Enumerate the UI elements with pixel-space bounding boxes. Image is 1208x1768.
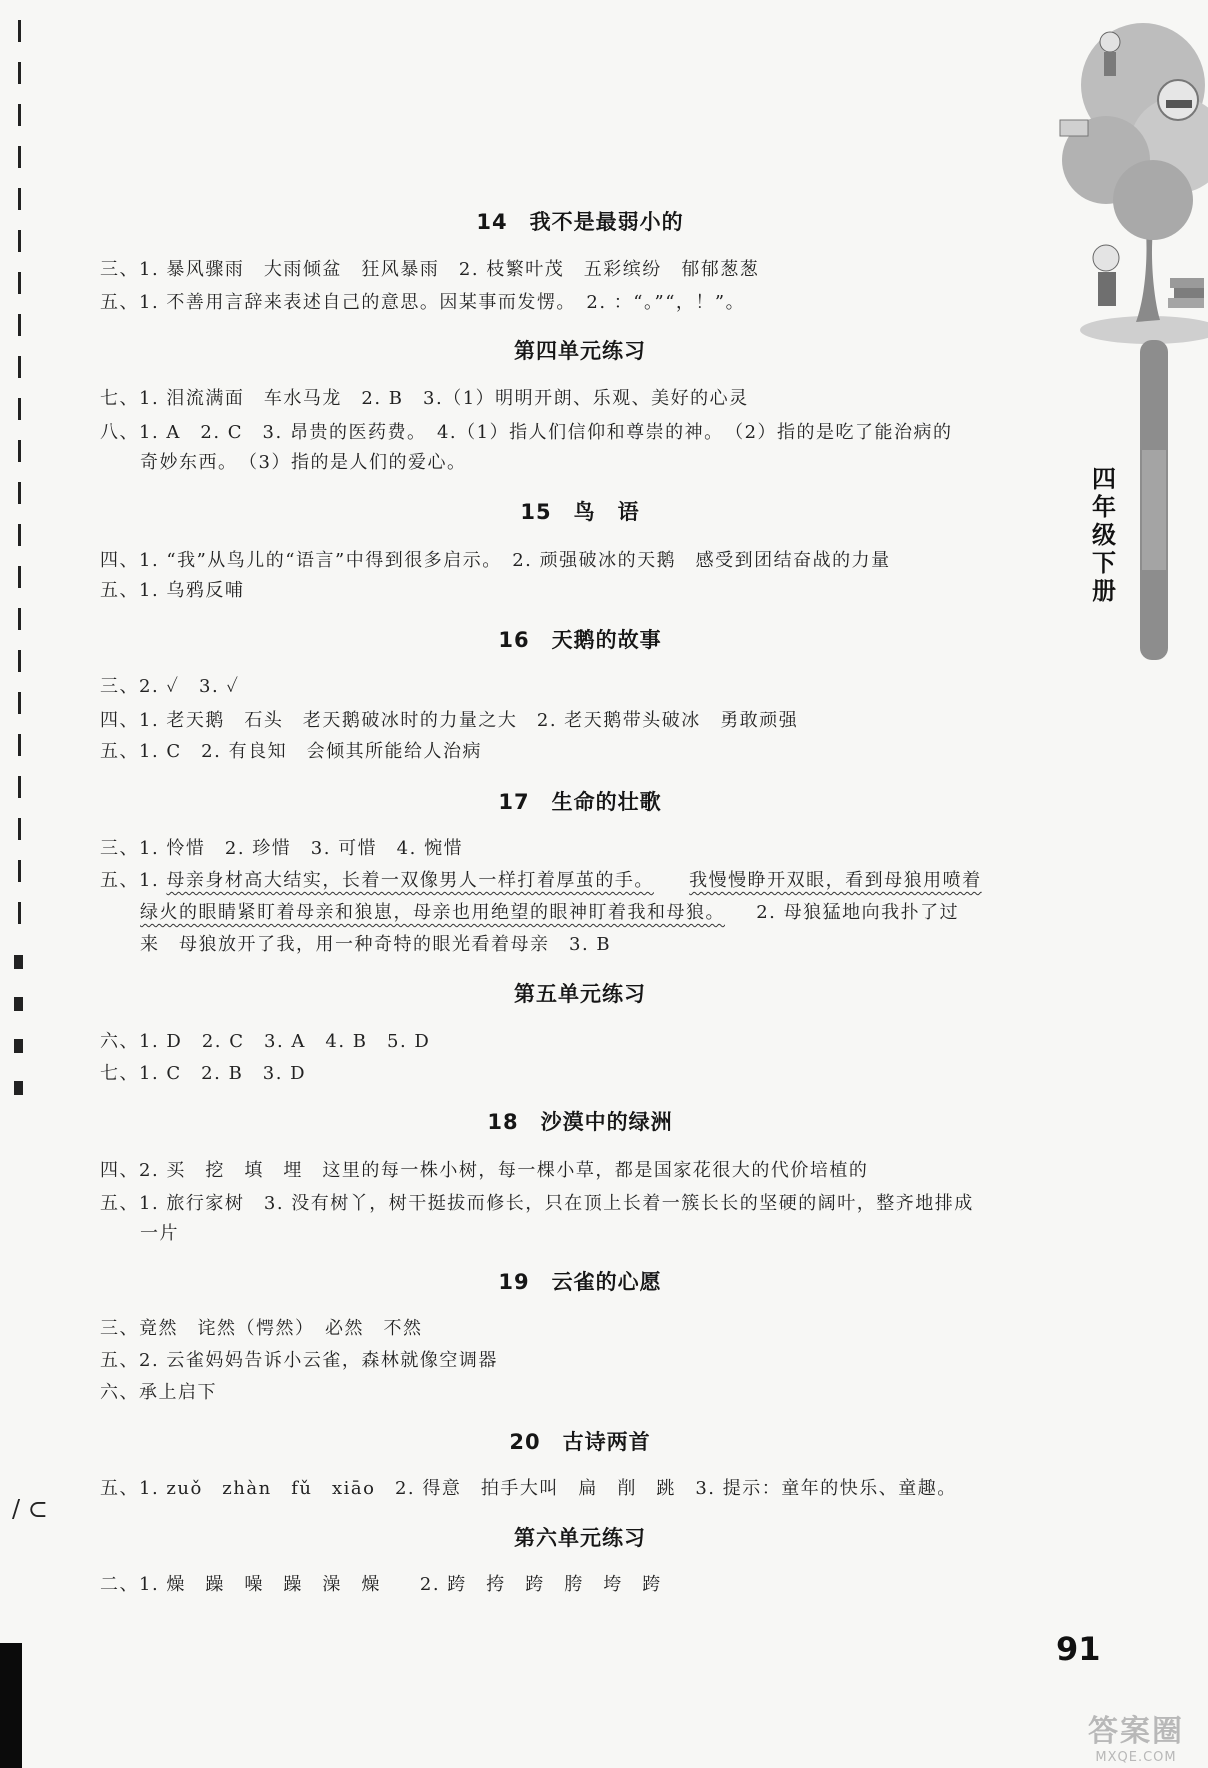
watermark-logo-text: 答案圈 [1088,1714,1184,1749]
answer-line: 三、竟然 诧然（愕然） 必然 不然 [100,1318,423,1339]
answer-line [140,898,959,924]
margin-mark: / ⊂ [12,1495,48,1523]
tree-illustration [1058,0,1208,680]
answer-line: 四、1. 老天鹅 石头 老天鹅破冰时的力量之大 2. 老天鹅带头破冰 勇敢顽强 [100,710,799,731]
heading-unit-4-practice: 第四单元练习 [514,339,646,363]
answer-line: 五、1. 乌鸦反哺 [100,580,245,601]
underlined-sentence: 母亲身材高大结实，长着一双像男人一样打着厚茧的手。 [166,870,654,891]
answer-line: 四、2. 买 挖 填 埋 这里的每一株小树，每一棵小草，都是国家花很大的代价培植的 [100,1160,869,1181]
heading-lesson-16: 16 天鹅的故事 [498,628,662,652]
answer-line: 四、1. “我”从鸟儿的“语言”中得到很多启示。 2. 顽强破冰的天鹅 感受到团结奋战的力量 [100,550,891,571]
heading-lesson-19: 19 云雀的心愿 [498,1270,662,1294]
answer-line: 六、承上启下 [100,1382,217,1403]
page-edge-shadow [0,1643,22,1768]
answer-line: 八、1. A 2. C 3. 昂贵的医药费。 4.（1）指人们信仰和尊崇的神。 （2）指的是吃了能治病的 [100,422,953,443]
answer-line: 二、1. 燥 躁 噪 躁 澡 燥 2. 跨 挎 跨 胯 垮 跨 [100,1574,662,1595]
heading-unit-5-practice: 第五单元练习 [514,982,646,1006]
heading-lesson-17: 17 生命的壮歌 [498,790,662,814]
heading-unit-6-practice: 第六单元练习 [514,1526,646,1550]
answer-line: 七、1. 泪流满面 车水马龙 2. B 3.（1）明明开朗、乐观、美好的心灵 [100,388,749,409]
answer-line: 六、1. D 2. C 3. A 4. B 5. D [100,1031,431,1052]
underlined-sentence: 绿火的眼睛紧盯着母亲和狼崽，母亲也用绝望的眼神盯着我和母狼。 [140,902,725,923]
answer-line: 奇妙东西。 （3）指的是人们的爱心。 [140,452,467,473]
heading-lesson-20: 20 古诗两首 [509,1430,651,1454]
heading-lesson-18: 18 沙漠中的绿洲 [487,1110,673,1134]
answer-line: 七、1. C 2. B 3. D [100,1063,307,1084]
watermark [1064,1706,1208,1765]
answer-line: 五、1. C 2. 有良知 会倾其所能给人治病 [100,741,483,762]
binding-marks [14,0,24,1500]
answer-line [100,866,982,892]
answer-line: 三、2. ✓ 3. ✓ [100,676,240,697]
answer-line: 五、1. zuǒ zhàn fǔ xiāo 2. 得意 拍手大叫 扁 削 跳 3. 提示：童年的快乐、童趣。 [100,1478,957,1499]
watermark-url: MXQE.COM [1095,1750,1177,1765]
answer-line: 五、1. 旅行家树 3. 没有树丫，树干挺拔而修长，只在顶上长着一簇长长的坚硬的阔叶，整齐地排成 [100,1193,974,1214]
grade-volume-label: 四年级下册 [1092,465,1116,605]
answer-line: 五、1. 不善用言辞来表述自己的意思。因某事而发愣。 2. ：“。”“，！”。 [100,292,746,313]
answer-line: 来 母狼放开了我，用一种奇特的眼光看着母亲 3. B [140,934,612,955]
item-label: 五、1. [100,870,160,891]
heading-lesson-15: 15 鸟 语 [520,500,640,524]
answer-line: 一片 [140,1223,179,1244]
heading-lesson-14: 14 我不是最弱小的 [476,210,684,234]
underlined-sentence: 我慢慢睁开双眼，看到母狼用喷着 [689,870,982,891]
page-number: 91 [1056,1630,1101,1668]
answer-text: 2. 母狼猛地向我扑了过 [756,902,960,923]
answer-line: 五、2. 云雀妈妈告诉小云雀，森林就像空调器 [100,1350,498,1371]
answer-line: 三、1. 怜惜 2. 珍惜 3. 可惜 4. 惋惜 [100,838,464,859]
answer-line: 三、1. 暴风骤雨 大雨倾盆 狂风暴雨 2. 枝繁叶茂 五彩缤纷 郁郁葱葱 [100,259,760,280]
